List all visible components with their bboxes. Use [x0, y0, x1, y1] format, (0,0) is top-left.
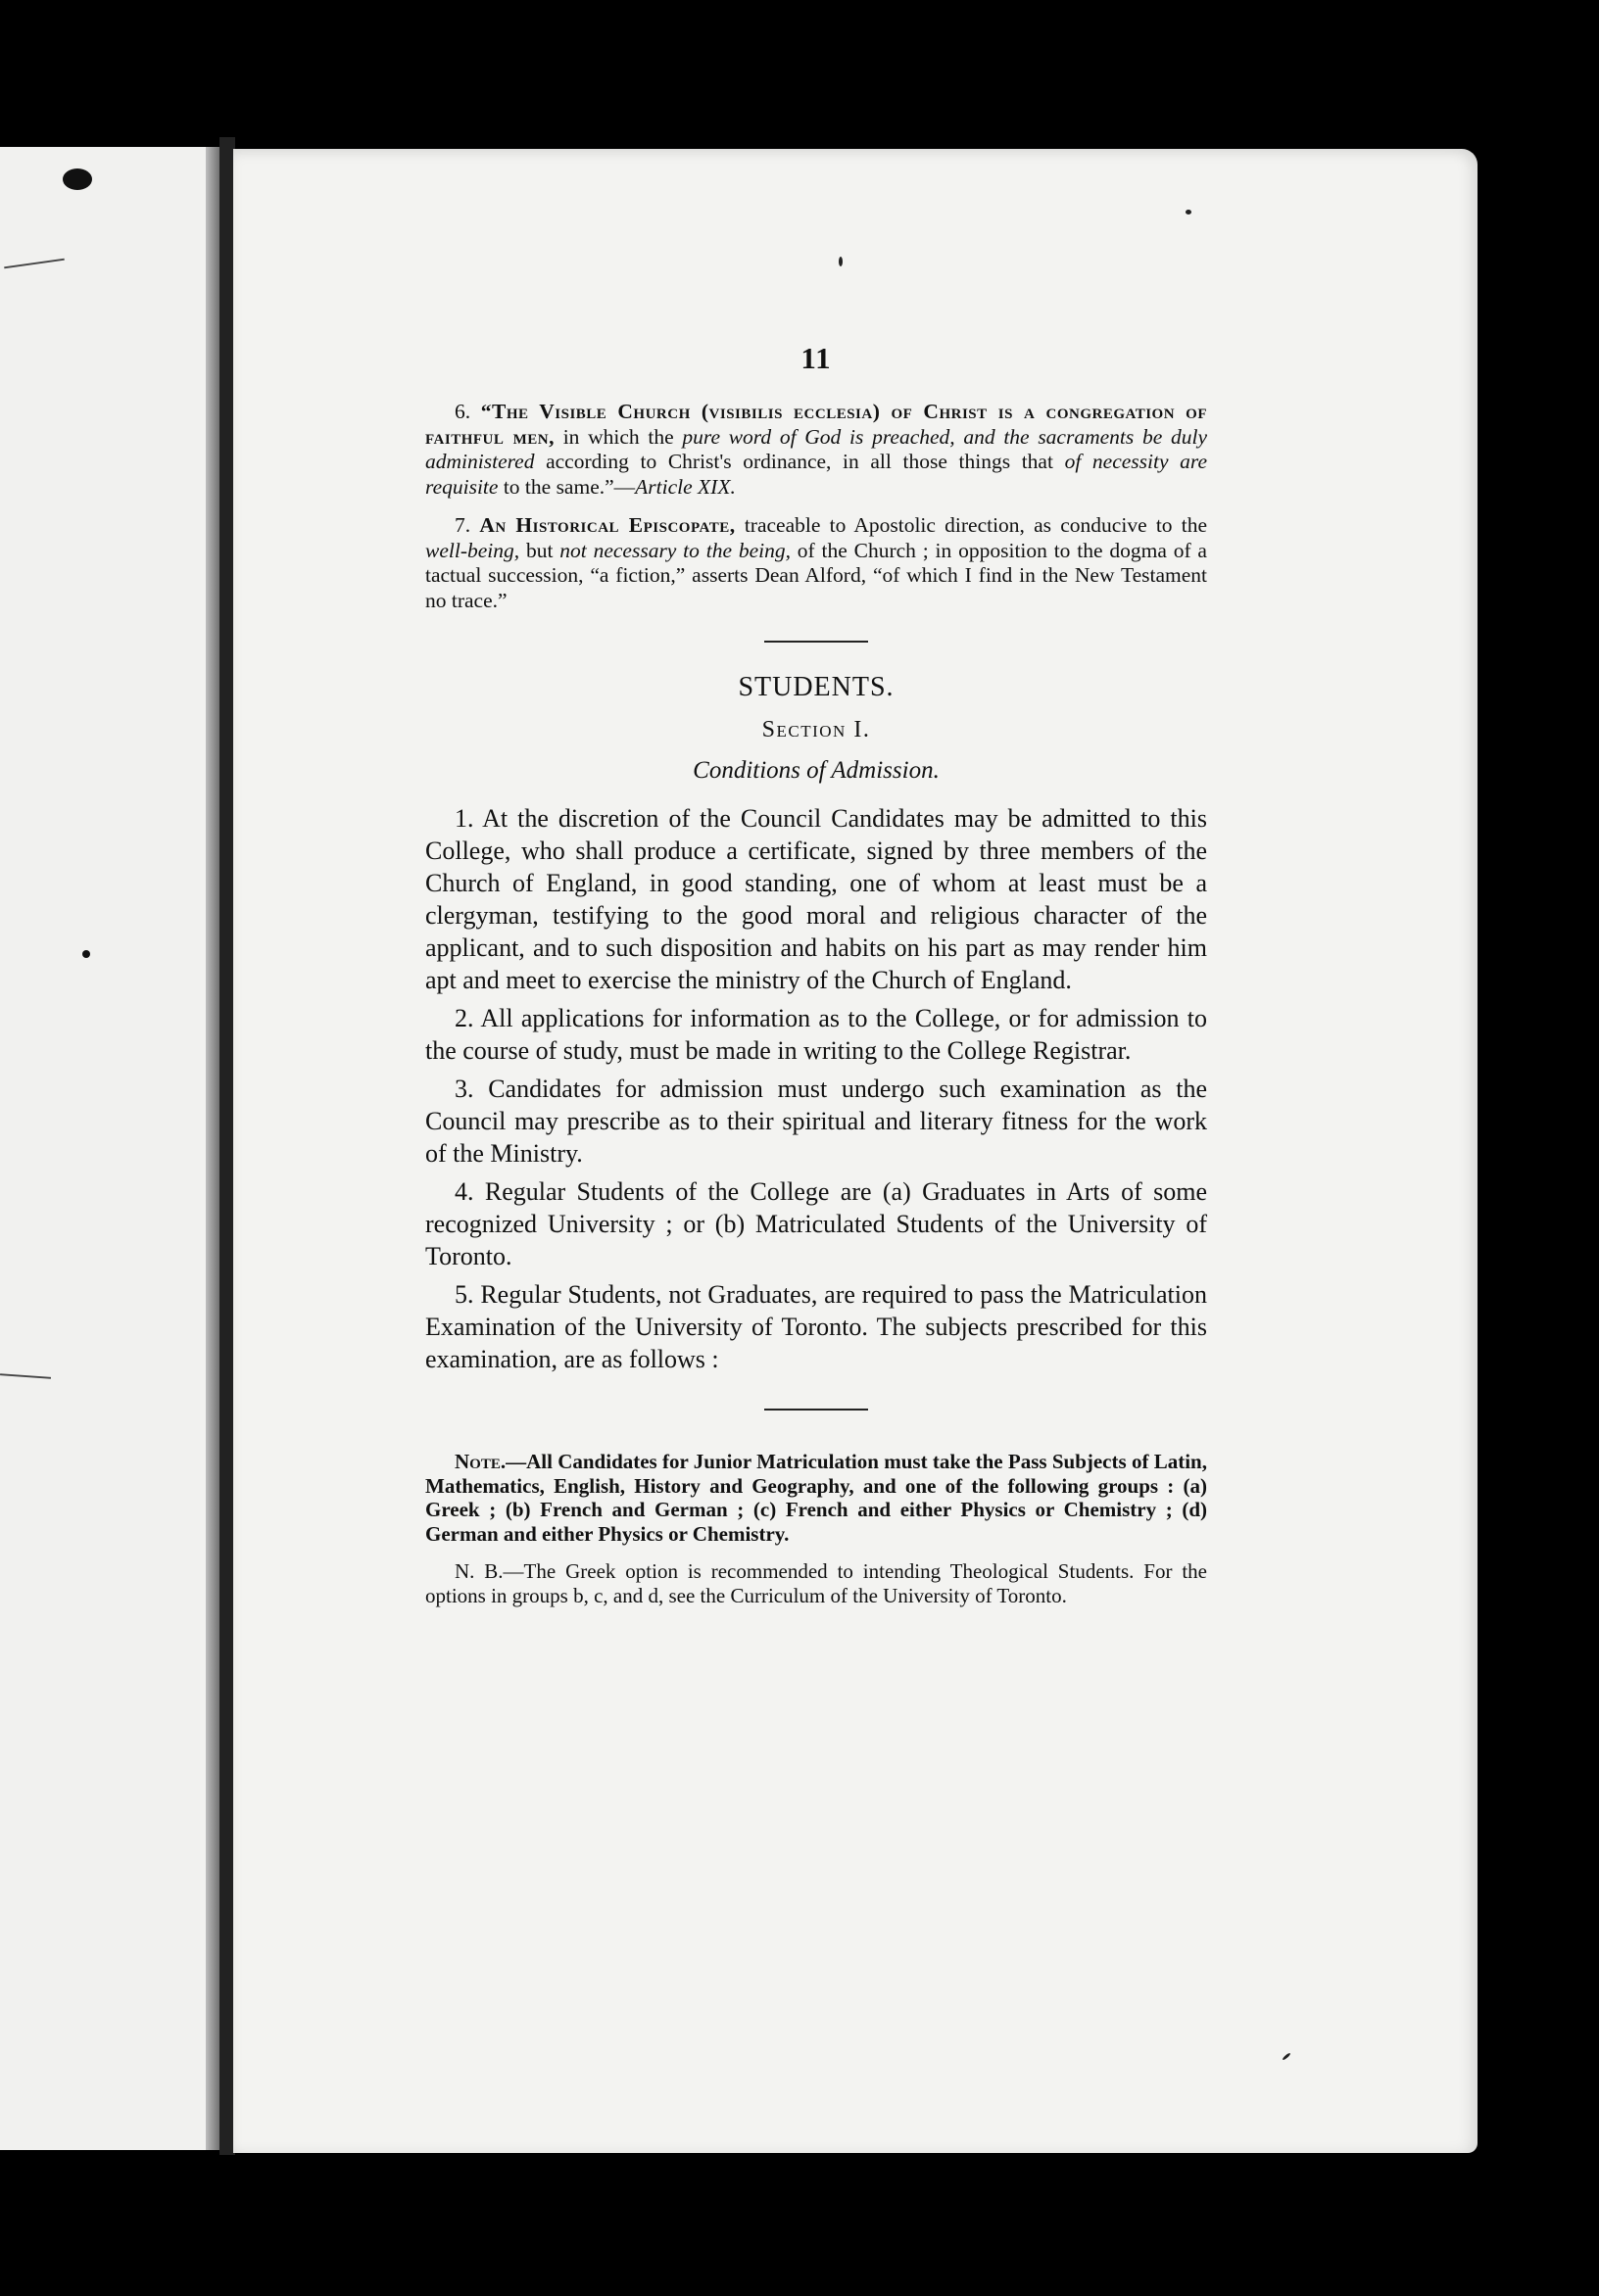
note-label: Note. — [455, 1450, 507, 1473]
section-subtitle: Conditions of Admission. — [693, 757, 940, 784]
item-lead: “The Visible Church (visibilis ecclesia) of Christ is a congregation of faithful men, — [425, 400, 1208, 449]
ink-blot — [63, 168, 92, 190]
matriculation-note — [425, 1450, 1207, 1546]
item-text: according to Christ's ordinance, in all those things that — [534, 450, 1065, 473]
left-facing-page — [0, 147, 221, 2150]
item-emphasis: not necessary to the being, — [559, 538, 791, 562]
article-item-7 — [425, 513, 1207, 613]
item-text: but — [519, 538, 560, 562]
item-emphasis: of necessity are requisite — [425, 450, 1208, 499]
admission-paragraph-1: 1. At the discretion of the Council Candidates may be admitted to this College, who shall produce a certificate, signed by three members of the Church of England, in good standing, one of whom at least must be a clergyman, testifying to the good moral and religious character of the applicant, and to such disposition and habits on his part as may render him apt and meet to exercise the ministry of the Church of England. — [425, 804, 1207, 994]
page-number: 11 — [800, 341, 832, 375]
item-number: 6. — [455, 400, 471, 423]
admission-paragraph-5: 5. Regular Students, not Graduates, are required to pass the Matriculation Examination of the University of Toronto. The subjects prescribed for this examination, are as follows : — [425, 1280, 1207, 1373]
article-item-6 — [425, 400, 1207, 500]
section-number: Section I. — [761, 717, 871, 742]
section-heading: STUDENTS. — [738, 672, 895, 702]
admission-paragraph-2: 2. All applications for information as to the College, or for admission to the course of study, must be made in writing to the College Registrar. — [425, 1004, 1207, 1065]
item-text: in which the — [554, 424, 683, 449]
item-emphasis: pure word of God is preached, and the sacraments be duly administered — [425, 424, 1207, 473]
document-page — [233, 149, 1478, 2153]
section-divider — [764, 641, 868, 643]
notes-divider — [764, 1409, 868, 1411]
item-text: to the same.”— — [498, 474, 636, 499]
item-lead: An Historical Episcopate, — [479, 513, 736, 537]
pencil-mark — [4, 259, 65, 269]
nota-bene: N. B.—The Greek option is recommended to intending Theological Students. For the options in groups b, c, and d, see the Curriculum of the University of Toronto. — [425, 1559, 1207, 1607]
item-citation: Article XIX. — [635, 474, 736, 499]
page-content — [425, 341, 1207, 1621]
item-emphasis: well-being, — [425, 538, 520, 562]
item-number: 7. — [455, 513, 471, 537]
ink-speck — [1282, 2052, 1291, 2061]
ink-speck — [839, 257, 843, 266]
admission-paragraph-3: 3. Candidates for admission must undergo such examination as the Council may prescribe as to their spiritual and literary fitness for the work of the Ministry. — [425, 1075, 1207, 1168]
note-text: —All Candidates for Junior Matriculation must take the Pass Subjects of Latin, Mathematics, English, History and Geography, and one of the following groups : (a) Greek ; (b) French and German ; (c) French and either Physics or Chemistry ; (d) German and either Physics or Chemistry. — [425, 1450, 1207, 1546]
admission-paragraph-4: 4. Regular Students of the College are (a) Graduates in Arts of some recognized University ; or (b) Matriculated Students of the University of Toronto. — [425, 1177, 1207, 1270]
ink-dot — [82, 950, 90, 958]
pencil-mark — [0, 1373, 51, 1379]
item-text: traceable to Apostolic direction, as conducive to the — [735, 513, 1208, 537]
ink-speck — [1186, 210, 1191, 215]
item-text: of the Church ; in opposition to the dogma of a tactual succession, “a fiction,” asserts Dean Alford, “of which I find in the New Testament no trace.” — [425, 538, 1207, 612]
